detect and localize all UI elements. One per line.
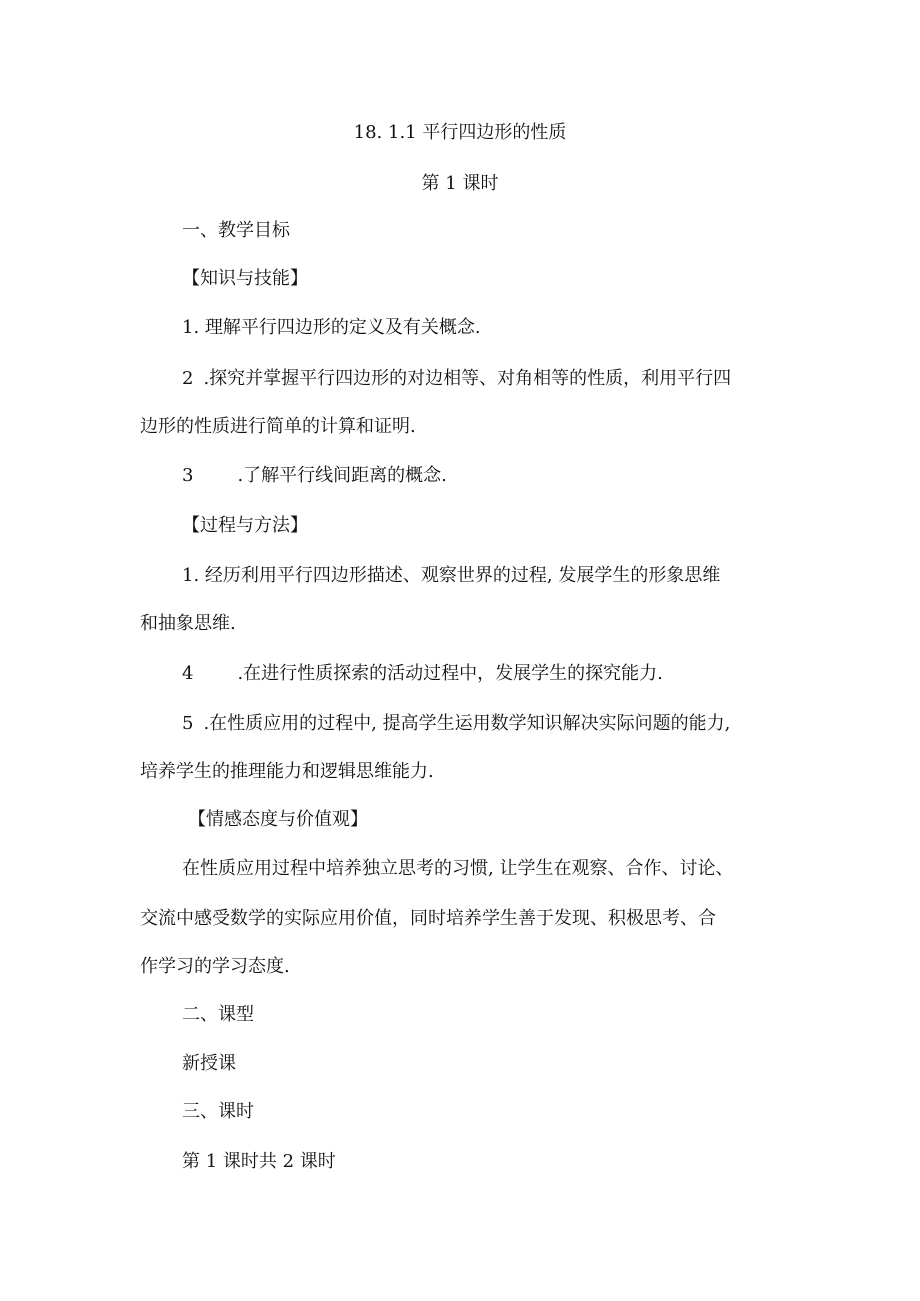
section-heading-lesson-type: 二、课型 [182,1004,254,1025]
process-item-1-line-1: 1. 经历利用平行四边形描述、观察世界的过程, 发展学生的形象思维 [182,565,721,586]
lesson-hours-content: 第 1 课时共 2 课时 [182,1151,336,1172]
knowledge-item-3-text: .了解平行线间距离的概念. [237,465,447,486]
knowledge-item-3-number: 3 [182,465,194,486]
process-item-4-text: .在进行性质探索的活动过程中，发展学生的探究能力. [237,663,663,684]
process-item-4 [182,662,663,686]
process-item-5-number: 5 [182,713,194,734]
subheading-attitude: 【情感态度与价值观】 [188,809,368,830]
process-item-1-line-2: 和抽象思维. [140,613,236,634]
subheading-process: 【过程与方法】 [182,515,308,536]
section-heading-objectives: 一、教学目标 [182,220,290,241]
document-subtitle: 第 1 课时 [421,173,499,194]
attitude-line-2: 交流中感受数学的实际应用价值，同时培养学生善于发现、积极思考、合 [140,908,716,929]
subheading-knowledge: 【知识与技能】 [182,268,308,289]
knowledge-item-2-line-1 [182,367,731,391]
knowledge-item-1: 1. 理解平行四边形的定义及有关概念. [182,317,481,338]
attitude-line-3: 作学习的学习态度. [140,956,290,977]
process-item-5-line-2: 培养学生的推理能力和逻辑思维能力. [140,761,434,782]
document-title: 18. 1.1 平行四边形的性质 [353,122,567,143]
lesson-type-content: 新授课 [182,1053,236,1074]
process-item-5-text: .在性质应用的过程中, 提高学生运用数学知识解决实际问题的能力, [203,713,731,734]
process-item-4-number: 4 [182,663,194,684]
process-item-5-line-1 [182,712,730,736]
knowledge-item-2-line-2: 边形的性质进行简单的计算和证明. [140,416,416,437]
attitude-line-1: 在性质应用过程中培养独立思考的习惯, 让学生在观察、合作、讨论、 [182,858,734,879]
knowledge-item-3 [182,464,447,488]
knowledge-item-2-text: .探究并掌握平行四边形的对边相等、对角相等的性质，利用平行四 [203,368,732,389]
knowledge-item-2-number: 2 [182,368,194,389]
section-heading-lesson-hours: 三、课时 [182,1101,254,1122]
